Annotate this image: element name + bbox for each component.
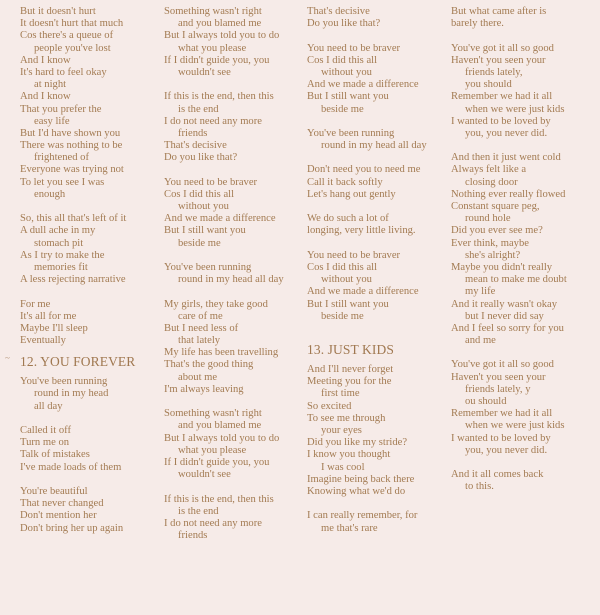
lyric-line: Something wasn't right: [164, 408, 262, 420]
lyric-line: easy life: [34, 115, 70, 127]
lyrics-column-4: [451, 6, 567, 494]
lyric-line: I do not need any more: [164, 517, 262, 529]
lyric-line: closing door: [465, 176, 518, 188]
lyric-line: and me: [465, 335, 496, 347]
lyric-line: But I always told you to do: [164, 30, 280, 42]
lyric-line: Eventually: [20, 335, 66, 347]
lyric-line: Did you like my stride?: [307, 437, 408, 449]
lyric-line: my life: [465, 286, 496, 298]
lyric-line: Haven't you seen your: [451, 371, 546, 383]
lyric-line: Knowing what we'd do: [307, 485, 406, 497]
song-title: 12. YOU FOREVER: [20, 354, 136, 370]
lyric-line: To let you see I was: [20, 176, 105, 188]
lyric-line: You need to be braver: [307, 42, 401, 54]
stanza-gap: [164, 286, 284, 298]
lyric-line: memories fit: [34, 261, 88, 273]
lyric-line: If I didn't guide you, you: [164, 54, 270, 66]
lyric-line: It's all for me: [20, 310, 77, 322]
lyric-line: And I'll never forget: [307, 364, 394, 376]
lyric-line: I've made loads of them: [20, 461, 122, 473]
lyric-line: But it doesn't hurt: [20, 6, 96, 17]
lyric-line: You're beautiful: [20, 485, 88, 497]
lyric-line: about me: [178, 371, 218, 383]
stanza-gap: [307, 323, 427, 335]
lyric-line: is the end: [178, 103, 219, 115]
stanza-gap: [164, 250, 284, 262]
lyric-line: people you've lost: [34, 42, 111, 54]
stanza-gap: [20, 286, 135, 298]
lyric-line: And I feel so sorry for you: [451, 322, 564, 334]
lyric-line: If this is the end, then this: [164, 91, 274, 103]
lyric-line: beside me: [321, 310, 364, 322]
lyrics-column-2: [164, 6, 284, 542]
lyric-line: Cos I did this all: [307, 54, 378, 66]
lyric-line: Cos there's a queue of: [20, 30, 114, 42]
lyric-line: That never changed: [20, 498, 104, 510]
lyric-line: Imagine being back there: [307, 473, 415, 485]
lyric-line: That you prefer the: [20, 103, 102, 115]
lyric-line: A dull ache in my: [20, 225, 96, 237]
lyric-line: We do such a lot of: [307, 213, 389, 225]
stanza-gap: [307, 498, 427, 510]
lyric-line: Maybe you didn't really: [451, 261, 553, 273]
lyric-line: My life has been travelling: [164, 347, 279, 359]
lyric-line: without you: [178, 201, 229, 212]
lyric-line: she's alright?: [465, 249, 521, 261]
lyric-line: I do not need any more: [164, 115, 262, 127]
lyric-line: Talk of mistakes: [20, 449, 90, 461]
stanza-gap: [307, 238, 427, 250]
lyric-line: Remember we had it all: [451, 91, 553, 103]
stanza-gap: [20, 413, 135, 425]
lyric-line: Nothing ever really flowed: [451, 188, 566, 200]
stanza-gap: [451, 140, 567, 152]
stanza-gap: [20, 474, 135, 486]
lyric-line: Called it off: [20, 425, 71, 436]
lyric-line: when we were just kids: [465, 420, 565, 432]
lyric-line: As I try to make the: [20, 249, 105, 261]
lyric-line: If I didn't guide you, you: [164, 456, 270, 468]
lyric-line: Don't need you to need me: [307, 164, 421, 176]
lyric-line: But I'd have shown you: [20, 127, 121, 139]
lyric-line: stomach pit: [34, 237, 84, 249]
lyric-line: You've been running: [20, 376, 108, 388]
lyric-line: But I need less of: [164, 322, 239, 334]
lyric-line: And we made a difference: [164, 213, 276, 225]
lyric-line: And it all comes back: [451, 469, 544, 481]
lyric-line: I wanted to be loved by: [451, 115, 551, 127]
lyric-line: For me: [20, 298, 51, 310]
lyric-line: If this is the end, then this: [164, 493, 274, 505]
lyric-line: That's decisive: [164, 140, 227, 152]
lyric-line: Maybe I'll sleep: [20, 322, 88, 334]
lyric-line: That's the good thing: [164, 359, 254, 371]
lyric-line: longing, very little living.: [307, 225, 416, 237]
lyric-line: You need to be braver: [164, 176, 258, 188]
lyric-line: And we made a difference: [307, 286, 419, 298]
lyric-line: you should: [465, 79, 512, 91]
stanza-gap: [164, 79, 284, 91]
lyric-line: and you blamed me: [178, 420, 262, 432]
lyric-line: It doesn't hurt that much: [20, 18, 124, 30]
lyric-line: You've been running: [307, 127, 395, 139]
lyric-line: You need to be braver: [307, 249, 401, 261]
lyric-line: But I still want you: [164, 225, 246, 237]
lyrics-column-3: [307, 6, 427, 535]
margin-mark: ~: [5, 353, 10, 363]
lyric-line: But I still want you: [307, 298, 389, 310]
stanza-gap: [164, 481, 284, 493]
lyric-line: Haven't you seen your: [451, 54, 546, 66]
lyric-line: is the end: [178, 505, 219, 517]
stanza-gap: [164, 396, 284, 408]
lyric-line: Everyone was trying not: [20, 164, 124, 176]
lyric-line: Cos I did this all: [307, 261, 378, 273]
lyric-line: And it really wasn't okay: [451, 298, 558, 310]
lyric-line: but I never did say: [465, 310, 544, 322]
lyric-line: beside me: [178, 237, 221, 249]
lyric-line: And I know: [20, 54, 71, 66]
lyric-line: You've got it all so good: [451, 359, 554, 371]
lyric-line: Don't bring her up again: [20, 522, 124, 534]
lyric-line: enough: [34, 188, 66, 200]
lyric-line: Meeting you for the: [307, 376, 392, 388]
lyric-line: what you please: [178, 444, 247, 456]
lyric-line: wouldn't see: [178, 469, 231, 481]
lyric-line: first time: [321, 388, 360, 400]
lyric-line: friends lately, y: [465, 383, 531, 395]
lyric-line: That's decisive: [307, 6, 370, 17]
lyric-line: ou should: [465, 396, 507, 407]
lyric-line: There was nothing to be: [20, 140, 123, 152]
lyric-line: You've been running: [164, 261, 252, 273]
stanza-gap: [307, 152, 427, 164]
lyric-line: Something wasn't right: [164, 6, 262, 17]
lyric-line: you, you never did.: [465, 444, 548, 456]
stanza-gap: [307, 30, 427, 42]
lyric-line: Turn me on: [20, 437, 70, 449]
lyric-line: And we made a difference: [307, 79, 419, 91]
lyric-line: A less rejecting narrative: [20, 274, 126, 286]
stanza-gap: [307, 201, 427, 213]
lyric-line: Cos I did this all: [164, 188, 235, 200]
lyric-line: So excited: [307, 400, 352, 412]
lyric-line: Do you like that?: [307, 18, 381, 30]
lyrics-column-1: [20, 6, 135, 535]
lyric-line: what you please: [178, 42, 247, 54]
lyric-line: at night: [34, 79, 67, 91]
stanza-gap: [307, 116, 427, 128]
lyric-line: It's hard to feel okay: [20, 66, 107, 78]
lyric-line: Ever think, maybe: [451, 237, 529, 249]
lyric-line: I'm always leaving: [164, 383, 244, 395]
lyric-line: that lately: [178, 335, 221, 347]
lyric-line: and you blamed me: [178, 18, 262, 30]
lyric-line: And then it just went cold: [451, 152, 561, 164]
lyric-line: mean to make me doubt: [465, 274, 567, 286]
lyric-line: beside me: [321, 103, 364, 115]
lyric-line: Remember we had it all: [451, 408, 553, 420]
lyric-line: I can really remember, for: [307, 510, 418, 522]
lyric-line: And I know: [20, 91, 71, 103]
lyric-line: round in my head all day: [321, 140, 427, 152]
lyric-line: Always felt like a: [451, 164, 527, 176]
lyric-line: You've got it all so good: [451, 42, 554, 54]
lyric-line: To see me through: [307, 412, 386, 424]
lyric-line: care of me: [178, 310, 223, 322]
lyric-line: to this.: [465, 481, 494, 493]
stanza-gap: [164, 164, 284, 176]
lyric-line: But what came after is: [451, 6, 547, 17]
lyric-line: without you: [321, 66, 372, 78]
lyric-line: round in my head: [34, 388, 109, 400]
lyric-line: without you: [321, 274, 372, 286]
lyric-line: friends lately,: [465, 66, 523, 78]
lyric-line: when we were just kids: [465, 103, 565, 115]
lyric-line: My girls, they take good: [164, 298, 268, 310]
lyric-line: Let's hang out gently: [307, 188, 396, 200]
song-title: 13. JUST KIDS: [307, 342, 394, 358]
lyric-line: I wanted to be loved by: [451, 432, 551, 444]
lyric-line: Did you ever see me?: [451, 225, 543, 237]
lyric-line: barely there.: [451, 18, 504, 30]
lyric-line: your eyes: [321, 425, 362, 436]
lyric-line: Call it back softly: [307, 176, 383, 188]
stanza-gap: [451, 347, 567, 359]
lyric-line: friends: [178, 530, 208, 542]
lyric-line: friends: [178, 127, 208, 139]
stanza-gap: [20, 201, 135, 213]
lyric-line: me that's rare: [321, 522, 378, 534]
lyric-line: round hole: [465, 213, 511, 225]
lyric-line: But I always told you to do: [164, 432, 280, 444]
lyric-line: I was cool: [321, 461, 365, 473]
lyric-line: frightened of: [34, 152, 90, 164]
lyric-line: But I still want you: [307, 91, 389, 103]
lyric-line: all day: [34, 400, 63, 412]
lyric-line: you, you never did.: [465, 127, 548, 139]
lyric-line: wouldn't see: [178, 66, 231, 78]
lyric-line: Constant square peg,: [451, 201, 540, 212]
lyric-line: Do you like that?: [164, 152, 238, 164]
lyric-line: round in my head all day: [178, 274, 284, 286]
lyric-line: I know you thought: [307, 449, 391, 461]
stanza-gap: [451, 30, 567, 42]
lyric-line: So, this all that's left of it: [20, 213, 127, 225]
lyric-line: Don't mention her: [20, 510, 97, 522]
stanza-gap: [451, 457, 567, 469]
